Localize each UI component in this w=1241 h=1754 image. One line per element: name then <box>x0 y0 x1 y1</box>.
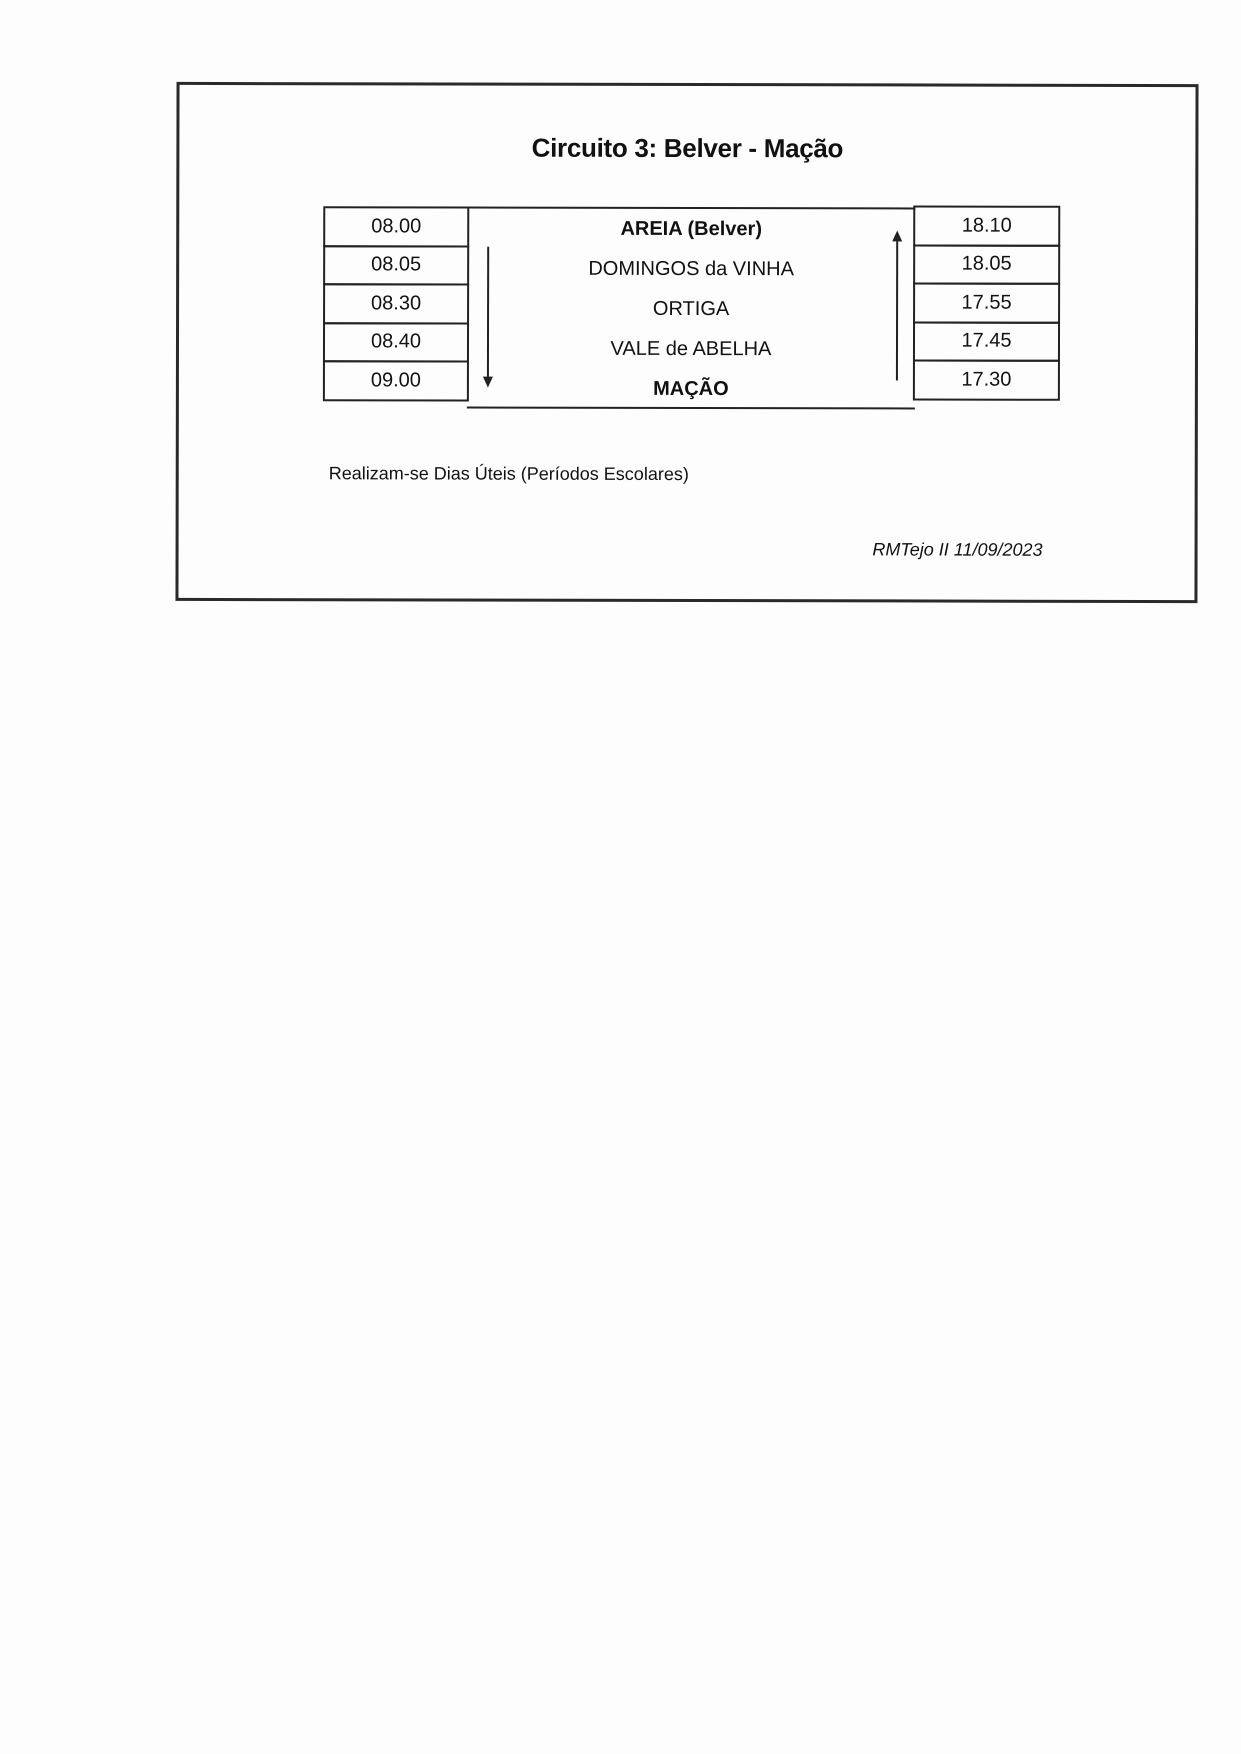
arrow-up-icon <box>891 229 903 381</box>
stop-name: DOMINGOS da VINHA <box>588 257 794 280</box>
page-title: Circuito 3: Belver - Mação <box>531 132 844 164</box>
stop-name: VALE de ABELHA <box>610 337 772 360</box>
outbound-times-column <box>323 206 469 401</box>
stops-column <box>467 207 915 410</box>
outbound-time: 08.00 <box>323 206 469 247</box>
operating-days-note: Realizam-se Dias Úteis (Períodos Escolares) <box>328 463 689 485</box>
return-time: 18.10 <box>913 205 1060 246</box>
return-times-column <box>913 205 1060 400</box>
stop-name: ORTIGA <box>652 297 730 320</box>
revision-stamp: RMTejo II 11/09/2023 <box>872 539 1043 560</box>
arrow-down-icon <box>482 247 494 389</box>
outbound-time: 08.05 <box>323 245 469 286</box>
return-time: 17.45 <box>913 321 1060 362</box>
outbound-time: 08.40 <box>323 322 469 363</box>
schedule-frame <box>175 82 1198 603</box>
outbound-time: 09.00 <box>323 360 469 401</box>
stop-name: MAÇÃO <box>653 377 729 400</box>
stop-name: AREIA (Belver) <box>620 217 763 240</box>
outbound-time: 08.30 <box>323 283 469 324</box>
timetable <box>323 206 1060 410</box>
return-time: 18.05 <box>913 244 1060 285</box>
return-time: 17.55 <box>913 282 1060 323</box>
return-time: 17.30 <box>913 359 1060 400</box>
